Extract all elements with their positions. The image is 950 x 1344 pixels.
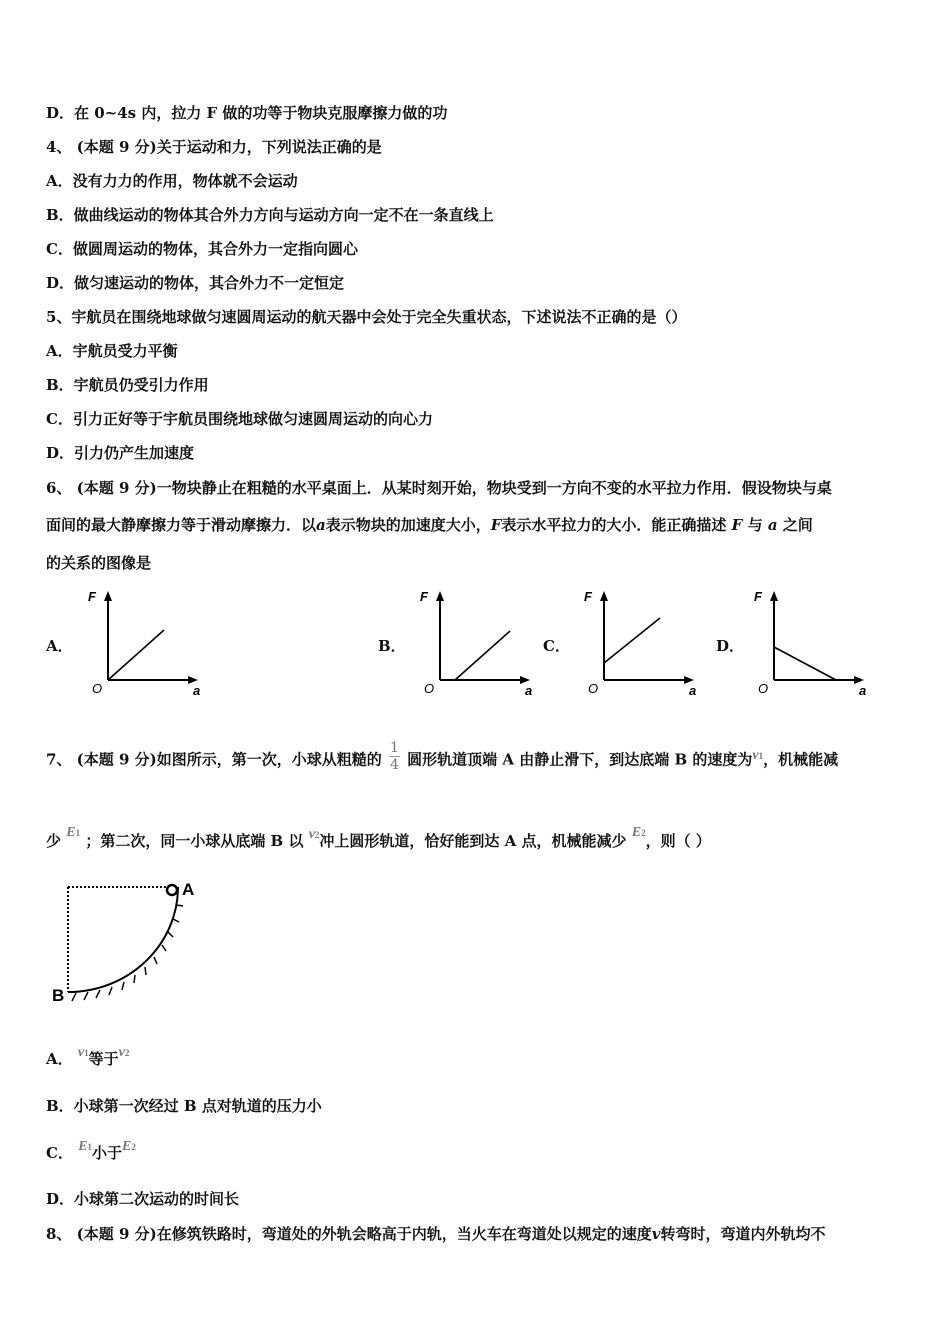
q4-stem: 4、 (本题 9 分)关于运动和力，下列说法正确的是: [46, 138, 382, 156]
q6-graph-a: [80, 585, 210, 700]
q5-stem: 5、宇航员在围绕地球做匀速圆周运动的航天器中会处于完全失重状态，下述说法不正确的是（）: [46, 308, 687, 326]
q4-option-c: C．做圆周运动的物体，其合外力一定指向圆心: [46, 240, 358, 258]
q6-graph-d-ylabel: F: [754, 589, 762, 604]
v1-symbol: v1: [752, 747, 764, 763]
q4-option-b: B．做曲线运动的物体其合外力方向与运动方向一定不在一条直线上: [46, 206, 494, 224]
q6-graph-a-label: A．: [46, 637, 73, 655]
q7-line2: 少 E1 ；第二次，同一小球从底端 B 以 v2冲上圆形轨道，恰好能到达 A 点，机械能减少 E2，则（ ）: [46, 825, 711, 850]
q6-graph-d-label: D．: [716, 637, 745, 655]
q7-option-b: B．小球第一次经过 B 点对轨道的压力小: [46, 1097, 322, 1115]
q6-graph-a-origin: O: [92, 681, 103, 696]
q6-graph-c-label: C．: [543, 637, 570, 655]
q6-graph-c-ylabel: F: [584, 589, 592, 604]
q6-graph-a-xlabel: a: [193, 683, 201, 698]
q6-graph-d-origin: O: [758, 681, 769, 696]
v2-symbol: v2: [308, 827, 320, 842]
e2-symbol: E2: [122, 1139, 136, 1154]
q8-line1: 8、 (本题 9 分)在修筑铁路时，弯道处的外轨会略高于内轨，当火车在弯道处以规定的速度v转弯时，弯道内外轨均不: [46, 1225, 826, 1243]
ball: [167, 885, 177, 895]
q6-graph-b-origin: O: [424, 681, 435, 696]
v1-symbol: v1: [77, 1045, 89, 1060]
q3-option-d: D．在 0~4s 内，拉力 F 做的功等于物块克服摩擦力做的功: [46, 104, 448, 122]
q7-option-a: A． v1等于v2: [46, 1045, 130, 1068]
q6-graph-b-label: B．: [378, 637, 406, 655]
q6-line1: 6、 (本题 9 分)一物块静止在粗糙的水平桌面上．从某时刻开始，物块受到一方向不变的水平拉力作用．假设物块与桌: [46, 479, 832, 497]
q5-option-d: D．引力仍产生加速度: [46, 444, 195, 462]
q6-graph-d-xlabel: a: [859, 683, 867, 698]
q6-graph-c: [576, 585, 706, 700]
point-b-label: B: [52, 986, 65, 1005]
q6-graph-b: [412, 585, 542, 700]
q5-option-b: B．宇航员仍受引力作用: [46, 376, 209, 394]
e1-symbol: E1: [66, 825, 81, 840]
q6-graph-c-origin: O: [588, 681, 599, 696]
point-a-label: A: [182, 880, 195, 899]
q6-graph-c-xlabel: a: [689, 683, 697, 698]
e2-symbol: E2: [631, 825, 646, 840]
q6-graph-b-xlabel: a: [525, 683, 533, 698]
q5-option-a: A．宇航员受力平衡: [46, 342, 178, 360]
quarter-fraction: $\frac{1}{4}$: [389, 740, 399, 773]
q7-option-d: D．小球第二次运动的时间长: [46, 1190, 240, 1208]
q4-option-d: D．做匀速运动的物体，其合外力不一定恒定: [46, 274, 345, 292]
q6-graph-d: [746, 585, 876, 700]
q4-option-a: A．没有力力的作用，物体就不会运动: [46, 172, 298, 190]
q6-graph-b-ylabel: F: [420, 589, 428, 604]
q6-line2: 面间的最大静摩擦力等于滑动摩擦力．以a表示物块的加速度大小，F表示水平拉力的大小．能正确描述 F 与 a 之间: [46, 516, 813, 534]
q5-option-c: C．引力正好等于宇航员围绕地球做匀速圆周运动的向心力: [46, 410, 433, 428]
e1-symbol: E1: [78, 1139, 93, 1154]
q7-line1: 7、 (本题 9 分)如图所示，第一次，小球从粗糙的 $\frac{1}{4}$ 圆形轨道顶端 A 由静止滑下，到达底端 B 的速度为v1，机械能减: [46, 740, 839, 773]
q6-line3: 的关系的图像是: [46, 554, 152, 572]
q7-track-figure: [48, 875, 208, 1005]
q6-graph-a-ylabel: F: [88, 589, 96, 604]
q7-option-c: C． E1小于E2: [46, 1139, 136, 1162]
v2-symbol: v2: [118, 1045, 130, 1060]
